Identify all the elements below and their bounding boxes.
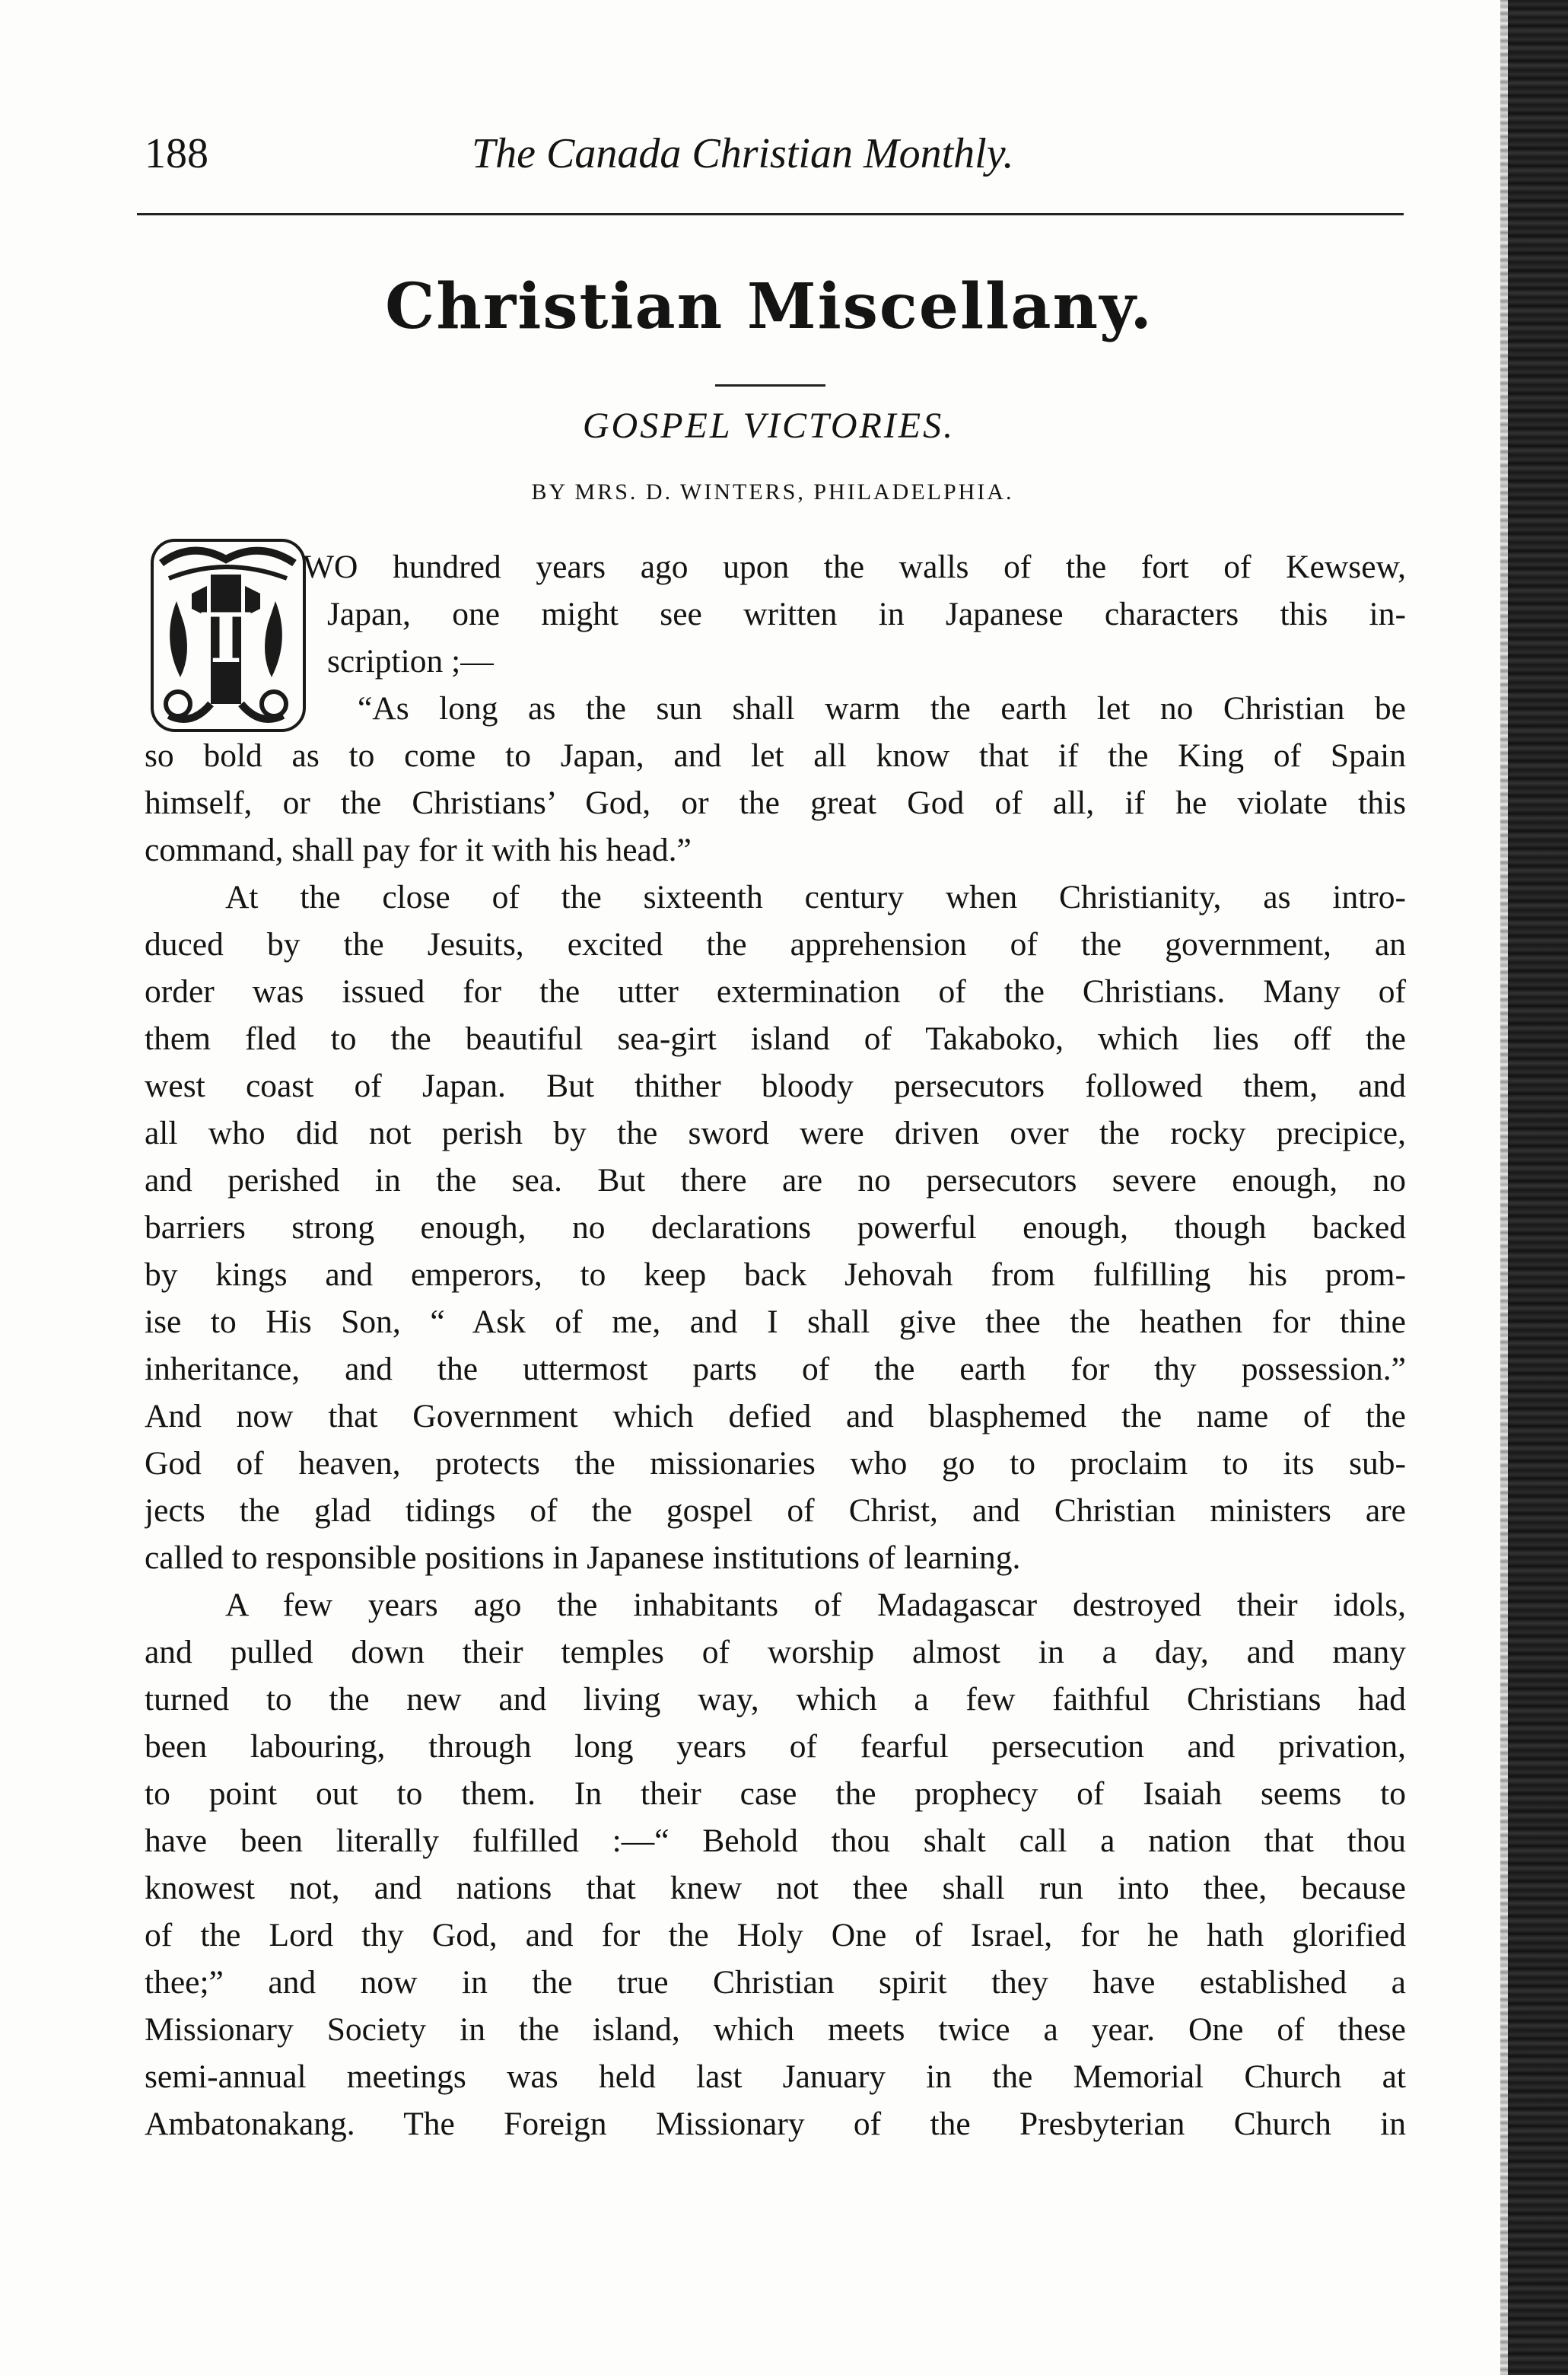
text-line: jects the glad tidings of the gospel of Christ, and Christian ministers are: [145, 1492, 1406, 1529]
text-line: order was issued for the utter extermination of the Christians. Many of: [145, 973, 1406, 1010]
article-byline: BY MRS. D. WINTERS, PHILADELPHIA.: [531, 479, 1014, 505]
section-title: Christian Miscellany.: [385, 270, 1153, 343]
text-line: thee;” and now in the true Christian spirit they have established a: [145, 1964, 1406, 2001]
page-number: 188: [145, 130, 208, 177]
text-line: WO hundred years ago upon the walls of the fort of Kewsew,: [303, 549, 1406, 585]
text-line: At the close of the sixteenth century when Christianity, as intro-: [225, 879, 1406, 915]
dropcap-ornament-icon: [138, 533, 313, 738]
text-line: semi-annual meetings was held last January in the Memorial Church at: [145, 2058, 1406, 2095]
scan-edge: [1508, 0, 1568, 2375]
article-title: GOSPEL VICTORIES.: [582, 406, 956, 446]
text-line: and pulled down their temples of worship almost in a day, and many: [145, 1634, 1406, 1670]
text-line: “As long as the sun shall warm the earth let no Christian be: [358, 690, 1406, 727]
text-line: and perished in the sea. But there are no persecutors severe enough, no: [145, 1162, 1406, 1199]
text-line: knowest not, and nations that knew not thee shall run into thee, because: [145, 1870, 1406, 1906]
ornamental-dropcap: [138, 533, 313, 738]
text-line: God of heaven, protects the missionaries who go to proclaim to its sub-: [145, 1445, 1406, 1482]
text-line: A few years ago the inhabitants of Madagascar destroyed their idols,: [225, 1587, 1406, 1623]
text-line: And now that Government which defied and blasphemed the name of the: [145, 1398, 1406, 1434]
title-rule: [715, 384, 825, 387]
text-line: Japan, one might see written in Japanese characters this in-: [327, 596, 1406, 632]
text-line: himself, or the Christians’ God, or the great God of all, if he violate this: [145, 785, 1406, 821]
text-line: been labouring, through long years of fearful persecution and privation,: [145, 1728, 1406, 1765]
text-line: called to responsible positions in Japanese institutions of learning.: [145, 1539, 1021, 1576]
text-line: all who did not perish by the sword were driven over the rocky precipice,: [145, 1115, 1406, 1151]
svg-text:T: T: [200, 598, 252, 679]
text-line: by kings and emperors, to keep back Jehovah from fulfilling his prom-: [145, 1256, 1406, 1293]
text-line: so bold as to come to Japan, and let all know that if the King of Spain: [145, 737, 1406, 774]
running-header: [145, 122, 1407, 190]
text-line: command, shall pay for it with his head.”: [145, 832, 692, 868]
text-line: to point out to them. In their case the prophecy of Isaiah seems to: [145, 1775, 1406, 1812]
text-line: have been literally fulfilled :—“ Behold thou shalt call a nation that thou: [145, 1823, 1406, 1859]
text-line: scription ;—: [327, 643, 494, 680]
text-line: Ambatonakang. The Foreign Missionary of the Presbyterian Church in: [145, 2106, 1406, 2142]
text-line: Missionary Society in the island, which meets twice a year. One of these: [145, 2011, 1406, 2048]
text-line: them fled to the beautiful sea-girt island of Takaboko, which lies off the: [145, 1020, 1406, 1057]
text-line: duced by the Jesuits, excited the apprehension of the government, an: [145, 926, 1406, 963]
text-line: ise to His Son, “ Ask of me, and I shall give thee the heathen for thine: [145, 1304, 1406, 1340]
header-rule: [137, 213, 1404, 215]
text-line: of the Lord thy God, and for the Holy One of Israel, for he hath glorified: [145, 1917, 1406, 1953]
text-line: turned to the new and living way, which a few faithful Christians had: [145, 1681, 1406, 1718]
running-title: The Canada Christian Monthly.: [472, 130, 1014, 177]
text-line: west coast of Japan. But thither bloody persecutors followed them, and: [145, 1068, 1406, 1104]
text-line: barriers strong enough, no declarations powerful enough, though backed: [145, 1209, 1406, 1246]
text-line: inheritance, and the uttermost parts of the earth for thy possession.”: [145, 1351, 1406, 1387]
